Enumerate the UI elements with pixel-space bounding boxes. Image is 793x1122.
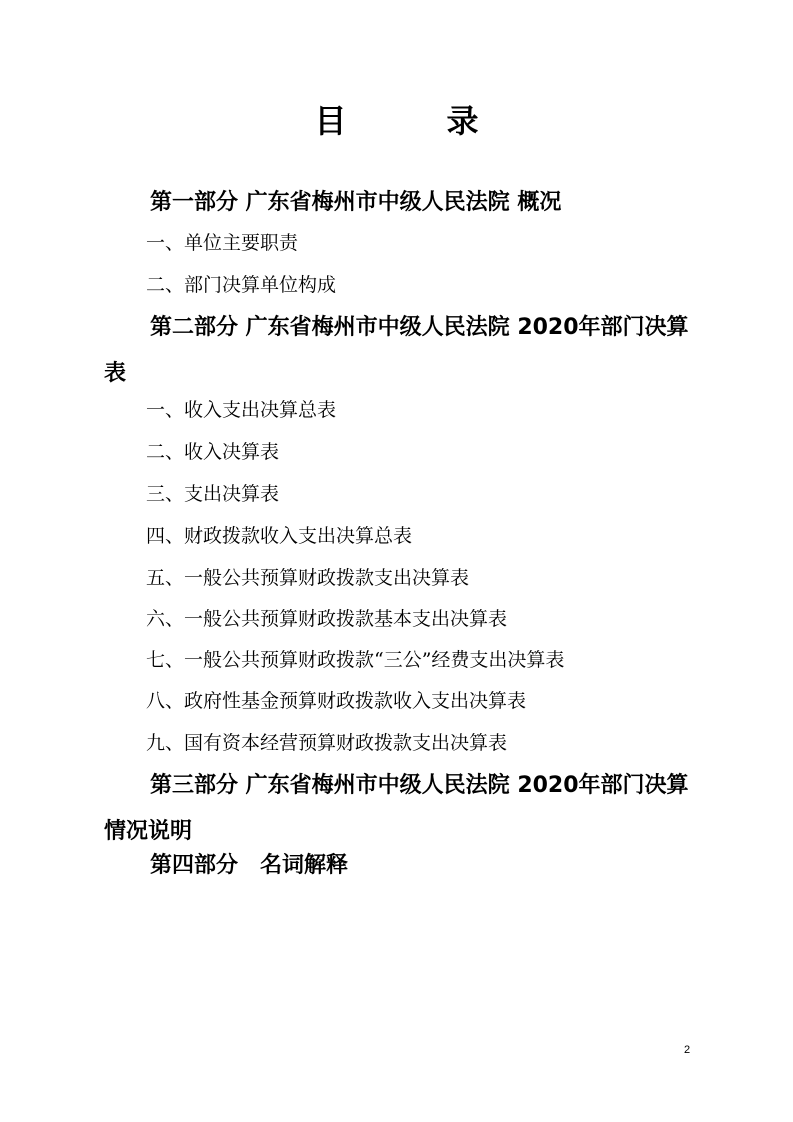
toc-part-2-item-8: 八、政府性基金预算财政拨款收入支出决算表 (146, 690, 527, 712)
toc-part-2-item-2: 二、收入决算表 (146, 441, 280, 463)
toc-part-2-item-7: 七、一般公共预算财政拨款“三公”经费支出决算表 (146, 649, 565, 671)
title-char-1: 目 (314, 102, 347, 140)
toc-part-4-heading: 第四部分 名词解释 (150, 853, 349, 878)
toc-part-1-heading: 第一部分 广东省梅州市中级人民法院 概况 (150, 190, 562, 215)
toc-part-2-item-3: 三、支出决算表 (146, 483, 280, 505)
toc-part-1-item-1: 一、单位主要职责 (146, 232, 299, 254)
toc-part-2-item-5: 五、一般公共预算财政拨款支出决算表 (146, 567, 470, 589)
page-title (0, 96, 793, 142)
toc-part-2-item-4: 四、财政拨款收入支出决算总表 (146, 525, 413, 547)
toc-part-3-heading: 第三部分 广东省梅州市中级人民法院 2020年部门决算情况说明 (104, 773, 689, 844)
toc-part-2-item-1: 一、收入支出决算总表 (146, 399, 337, 421)
toc-part-2-item-6: 六、一般公共预算财政拨款基本支出决算表 (146, 608, 508, 630)
page-number: 2 (684, 1044, 691, 1056)
toc-part-2-heading: 第二部分 广东省梅州市中级人民法院 2020年部门决算表 (104, 315, 689, 386)
toc-part-1-item-2: 二、部门决算单位构成 (146, 274, 337, 296)
title-char-2: 录 (446, 102, 479, 140)
toc-part-2-item-9: 九、国有资本经营预算财政拨款支出决算表 (146, 732, 508, 754)
